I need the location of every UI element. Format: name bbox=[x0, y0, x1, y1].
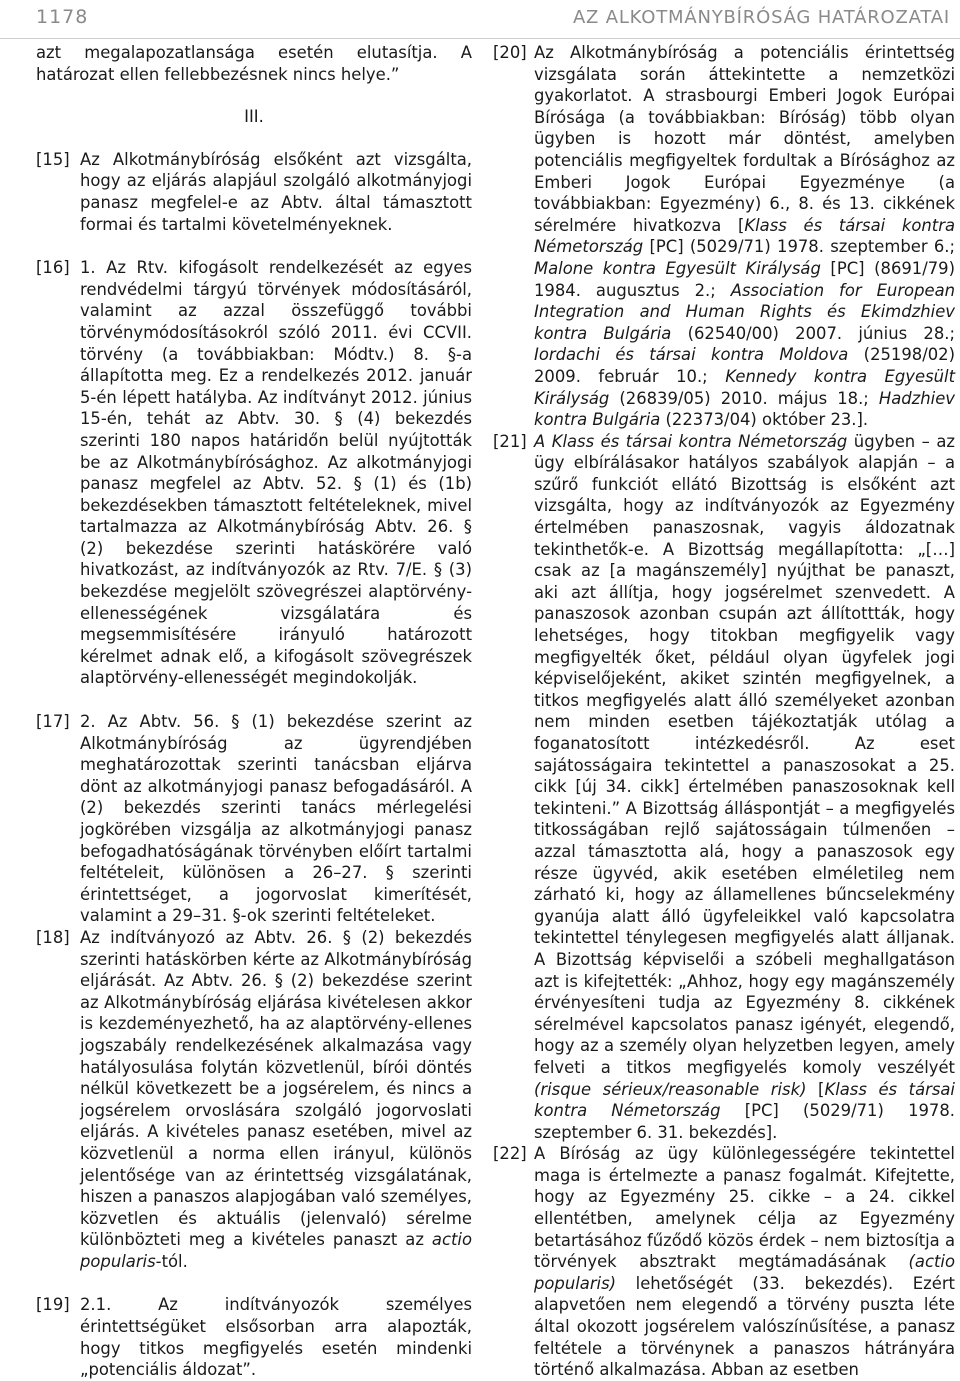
case-citation: Hadzhiev kontra Bulgária bbox=[534, 388, 955, 430]
paragraph-text: 2. Az Abtv. 56. § (1) bekezdése szerint az Alkotmánybíróság az ügyrendjében meghatározottak szerinti tanácsban eljárva dönt az alkotmányjogi panasz befogadásáról. A (2) bekezdés szerinti tanács mérlegelési jogkörében vizsgálja az alkotmányjogi panasz befogadhatóságának törvényben előírt tartalmi feltételeit, különösen a 26–27. § szerinti érintettséget, a jogorvoslat kimerítését, valamint a 29–31. §-ok szerinti feltételeket. bbox=[80, 712, 472, 926]
case-citation: Association for European Integration and Human Rights és Ekimdzhiev kontra Bulgária bbox=[534, 280, 956, 343]
paragraph-text: 1. Az Rtv. kifogásolt rendelkezését az egyes rendvédelmi tárgyú törvények módosításáról, valamint az azzal összefüggő további törvénymódosításokról szóló 2011. évi CCVII. törvény (a továbbiakban: Módtv.) 8. §-a állapította meg. Ez a rendelkezés 2012. január 5-én lépett hatályba. Az indítványt 2012. június 15-én, tehát az Abtv. 30. § (4) bekezdés szerinti 180 napos határidőn belül nyújtották be az Alkotmánybírósághoz. Az alkotmányjogi panasz megfelel az Abtv. 52. § (1) és (1b) bekezdésekben támasztott feltételeknek, mivel tartalmazza az Alkotmánybíróság Abtv. 26. § (2) bekezdése szerinti hatáskörére való hivatkozást, az indítványozók az Rtv. 7/E. § (3) bekezdése megjelölt szövegrészei alaptörvény-ellenességének vizsgálatára és megsemmisítésére irányuló határozott kérelmet adnak elő, a kifogásolt szövegrészek alaptörvény-ellenességét megindokolják. bbox=[80, 258, 472, 688]
paragraph-20 bbox=[493, 42, 955, 431]
paragraph-text: ügyben – az ügy elbírálásakor hatályos szabályok alapján – a szűrő funkciót ellátó Bizottság is elsőként azt vizsgálta, hogy az indítványozók az Egyezmény értelmében panaszosnak, vagyis áldozatnak tekinthetők-e. A Bizottság megállapította: „[…] csak az [a magánszemély] nyújthat be panaszt, aki azt állítja, hogy jogsérelmet szenvedett. A panaszosok azonban csupán azt állítottták, hogy lehetséges, hogy titokban megfigyelik vagy megfigyelték őket, például olyan ügyfelek jogi képviselőjeként, akiket szintén megfigyelnek, a titkos megfigyelés alatt álló személyeket azonban nem minden esetben tájékoztatják utólag a foganatosított intézkedésről. Az eset sajátosságaira tekintettel a panaszosokat a 25. cikk [új 34. cikk] értelmében panaszosoknak kell tekinteni.” A Bizottság álláspontját – a megfigyelés titkosságában rejlő sajátosságain túlmenően – azzal támasztotta alá, hogy a panaszosok egy része ügyvéd, akik esetében elméletileg nem zárható ki, hogy az államellenes bűncselekmény gyanúja alatt álló ügyfeleikkel való kapcsolatra tekintettel ténylegesen megfigyelés alatt álljanak. A Bizottság képviselői a szóbeli meghallgatáson azt is kifejtették: „Ahhoz, hogy egy magánszemély érvényesíteni tudja az Egyezmény 8. cikkének sérelmével kapcsolatos panasz igényét, elegendő, hogy az a személy olyan helyzetben legyen, amely felveti a titkos megfigyelés komoly veszélyét bbox=[534, 431, 955, 1077]
page-number: 1178 bbox=[36, 6, 89, 28]
case-citation: Malone kontra Egyesült Királyság bbox=[534, 258, 821, 278]
paragraph-15 bbox=[36, 149, 472, 235]
paragraph-text: (26839/05) 2010. május 18.; bbox=[609, 388, 879, 408]
paragraph-21 bbox=[493, 431, 955, 1144]
paragraph-16 bbox=[36, 257, 472, 689]
paragraph-number: [19] bbox=[36, 1295, 70, 1315]
left-column bbox=[36, 42, 472, 1381]
paragraph-text: Az Alkotmánybíróság a potenciális érintettség vizsgálata során áttekintette a nemzetközi gyakorlatot. A strasbourgi Emberi Jogok Európai Bírósága (a továbbiakban: Bíróság) több olyan ügyben is hozott már döntést, amelyben potenciális megfigyeltek fordultak a Bírósághoz az Emberi Jogok Európai Egyezménye (a továbbiakban: Egyezmény) 6., 8. és 13. cikkének sérelmére hivatkozva [ bbox=[534, 43, 955, 235]
italic-phrase: (risque sérieux/reasonable risk) bbox=[534, 1079, 807, 1099]
paragraph-text: lehetőségét (33. bekezdés). Ezért alapvetően nem elegendő a törvény puszta léte által okozott jogsérelem valószínűsítése, a panasz feltétele a törvénynek a panaszos hátrányára történő alkalmazása. Abban az esetben bbox=[534, 1273, 955, 1380]
italic-phrase: (actio popularis) bbox=[534, 1252, 955, 1293]
case-citation: Klass és társai kontra Németország bbox=[534, 1079, 955, 1121]
case-citation: A Klass és társai kontra Németország bbox=[534, 431, 848, 451]
paragraph-text: -tól. bbox=[155, 1251, 188, 1271]
running-title: AZ ALKOTMÁNYBÍRÓSÁG HATÁROZATAI bbox=[572, 7, 950, 28]
paragraph-number: [17] bbox=[36, 712, 70, 732]
right-column bbox=[493, 42, 955, 1381]
paragraph-number: [20] bbox=[493, 43, 527, 62]
paragraph-text: (25198/02) 2009. február 10.; bbox=[534, 345, 955, 386]
case-citation: Kennedy kontra Egyesült Királyság bbox=[534, 366, 955, 408]
paragraph-text: (22373/04) október 23.]. bbox=[660, 410, 869, 430]
paragraph-19 bbox=[36, 1294, 472, 1380]
paragraph-number: [21] bbox=[493, 431, 527, 451]
paragraph-number: [22] bbox=[493, 1144, 527, 1164]
page-header bbox=[0, 0, 960, 39]
intro-paragraph: azt megalapozatlansága esetén elutasítja. A határozat ellen fellebbezésnek nincs helye.” bbox=[36, 43, 472, 84]
paragraph-18 bbox=[36, 927, 472, 1273]
case-citation: Klass és társai kontra Németország bbox=[534, 215, 955, 257]
section-heading: III. bbox=[244, 107, 264, 127]
paragraph-22 bbox=[493, 1143, 955, 1381]
paragraph-text-italic: actio popularis bbox=[80, 1230, 472, 1271]
paragraph-text: [PC] (5029/71) 1978. szeptember 6.; bbox=[643, 237, 955, 257]
paragraph-number: [16] bbox=[36, 258, 70, 278]
paragraph-text: [PC] (8691/79) 1984. augusztus 2.; bbox=[534, 258, 955, 300]
paragraph-text: Az indítványozó az Abtv. 26. § (2) bekezdés szerinti hatáskörben kérte az Alkotmánybíróság eljárását. Az Abtv. 26. § (2) bekezdése szerint az Alkotmánybíróság eljárása kivételesen akkor is kezdeményezhető, ha az alaptörvény-ellenes jogszabály rendelkezésének alkalmazása vagy hatályosulása folytán közvetlenül, bírói döntés nélkül következett be a jogsérelem, és nincs a jogsérelem orvoslására szolgáló jogorvoslati eljárás. A kivételes panasz esetében, mivel az közvetlenül a norma ellen irányul, különös jelentősége van az érintettség vizsgálatának, hiszen a panaszos alapjogában való személyes, közvetlen és aktuális (jelenvaló) sérelme különbözteti meg a kivételes panaszt az bbox=[80, 927, 472, 1250]
paragraph-17 bbox=[36, 711, 472, 927]
paragraph-text: (62540/00) 2007. június 28.; bbox=[671, 323, 955, 343]
paragraph-text: [PC] (5029/71) 1978. szeptember 6. 31. bekezdés]. bbox=[534, 1101, 955, 1142]
paragraph-number: [18] bbox=[36, 927, 70, 947]
paragraph-text: Az Alkotmánybíróság elsőként azt vizsgálta, hogy az eljárás alapjául szolgáló alkotmányjogi panasz megfelel-e az Abtv. által támasztott formai és tartalmi követelményeknek. bbox=[80, 149, 472, 234]
paragraph-text: 2.1. Az indítványozók személyes érintettségüket elsősorban arra alapozták, hogy titkos megfigyelés esetén mindenki „potenciális áldozat”. bbox=[80, 1295, 472, 1380]
paragraph-number: [15] bbox=[36, 149, 70, 169]
paragraph-text: A Bíróság az ügy különlegességére tekintettel maga is értelmezte a panasz fogalmát. Kifejtette, hogy az Egyezmény 25. cikke – a 24. cikkel ellentétben, amelynek célja az Egyezmény betartásához fűződő közös érdek – nem biztosítja a törvények absztrakt megtámadásának bbox=[534, 1144, 955, 1272]
paragraph-text: [ bbox=[806, 1079, 825, 1099]
case-citation: Iordachi és társai kontra Moldova bbox=[534, 345, 849, 365]
